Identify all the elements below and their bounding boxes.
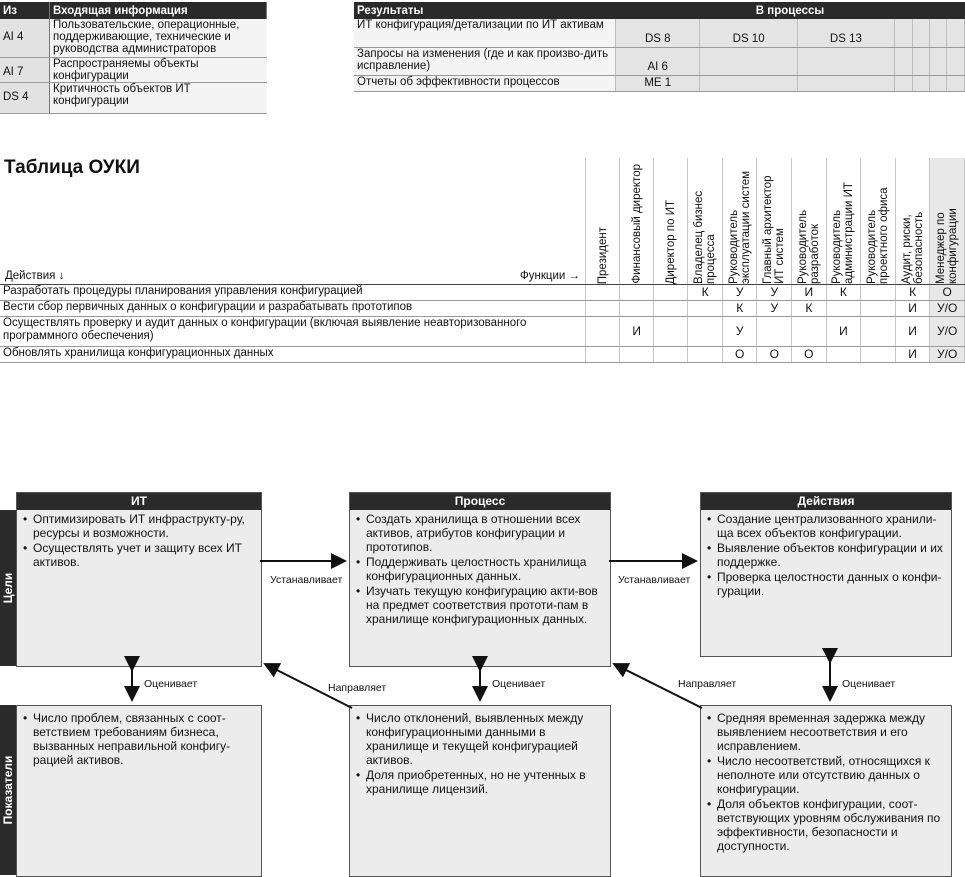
output-process-cell: ME 1 bbox=[616, 75, 700, 91]
input-from-cell: AI 4 bbox=[0, 19, 50, 58]
raci-mark: К bbox=[826, 285, 861, 301]
raci-role-label: Руководитель проектного офиса bbox=[866, 187, 890, 284]
raci-mark: И bbox=[895, 301, 930, 317]
input-from-cell: AI 7 bbox=[0, 58, 50, 83]
raci-mark: У/О bbox=[930, 317, 965, 347]
input-info-cell: Критичность объектов ИТ конфигурации bbox=[50, 83, 267, 114]
raci-mark: У bbox=[757, 285, 792, 301]
raci-role-label: Руководитель эксплуатации систем bbox=[727, 170, 752, 284]
raci-actions-label: Действия ↓ bbox=[5, 269, 65, 282]
label-evaluates-2: Оценивает bbox=[492, 678, 546, 690]
goal-box-header: Действия bbox=[701, 493, 951, 510]
list-item: • Поддерживать целостность хранилища конфигурационных данных. bbox=[366, 555, 604, 583]
label-sets-2: Устанавливает bbox=[618, 574, 691, 586]
raci-title: Таблица ОУКИ bbox=[4, 157, 140, 178]
raci-role-label: Менеджер по конфигурации bbox=[935, 208, 960, 284]
input-from-header: Из bbox=[0, 2, 50, 19]
output-results-header: Результаты bbox=[354, 2, 616, 19]
raci-mark: О bbox=[757, 347, 792, 363]
output-result-cell: Отчеты об эффективности процессов bbox=[354, 75, 616, 91]
raci-role-label: Президент bbox=[596, 226, 609, 284]
raci-role-label: Руководитель администрации ИТ bbox=[831, 182, 856, 284]
raci-mark: К bbox=[722, 301, 757, 317]
raci-role-label: Аудит, риски, безопасность bbox=[900, 211, 925, 284]
label-evaluates-1: Оценивает bbox=[144, 678, 198, 690]
raci-mark: К bbox=[688, 285, 723, 301]
list-item: • Число проблем, связанных с соот-ветствием требованиям бизнеса, вызванных неправильной конфигу-рацией активов. bbox=[33, 711, 255, 767]
raci-action: Осуществлять проверку и аудит данных о конфигурации (включая выявление неавторизованного программного обеспечения) bbox=[0, 317, 586, 347]
list-item: • Число несоответствий, относящихся к неполноте или отсутствию данных о конфигурации. bbox=[717, 754, 945, 796]
list-item: • Осуществлять учет и защиту всех ИТ активов. bbox=[33, 541, 255, 569]
output-process-cell: AI 6 bbox=[616, 47, 700, 75]
label-evaluates-3: Оценивает bbox=[842, 678, 896, 690]
list-item: • Доля объектов конфигурации, соот-ветствующих уровням обслуживания по эффективности, безопасности и доступности. bbox=[717, 797, 945, 853]
input-info-cell: Пользовательские, операционные, поддерживающие, технические и руководства администраторов bbox=[50, 19, 267, 58]
goals-sidebar-label: Цели bbox=[1, 572, 15, 604]
raci-role-label: Владелец бизнес процесса bbox=[693, 190, 718, 284]
raci-mark: И bbox=[826, 317, 861, 347]
raci-mark: О bbox=[792, 347, 827, 363]
list-item: • Число отклонений, выявленных между конфигурационными данными в хранилище и текущей конфигурацией активов. bbox=[366, 711, 604, 767]
raci-mark: О bbox=[722, 347, 757, 363]
raci-action: Обновлять хранилища конфигурационных данных bbox=[0, 347, 586, 363]
raci-role-label: Финансовый директор bbox=[630, 164, 643, 284]
list-item: • Создать хранилища в отношении всех активов, атрибутов конфигурации и прототипов. bbox=[366, 512, 604, 554]
raci-mark: К bbox=[792, 301, 827, 317]
list-item: • Доля приобретенных, но не учтенных в хранилище лицензий. bbox=[366, 768, 604, 796]
list-item: • Проверка целостности данных о конфи-гурации. bbox=[717, 570, 945, 598]
raci-mark: И bbox=[792, 285, 827, 301]
output-result-cell: ИТ конфигурация/детализации по ИТ активам bbox=[354, 19, 616, 47]
raci-mark: У bbox=[722, 285, 757, 301]
raci-role-label: Руководитель разработок bbox=[796, 209, 821, 284]
output-processes-header: В процессы bbox=[616, 2, 965, 19]
output-process-cell: DS 8 bbox=[616, 19, 700, 47]
metrics-sidebar-label: Показатели bbox=[1, 755, 15, 825]
goal-box-header: Процесс bbox=[350, 493, 610, 510]
input-info-header: Входящая информация bbox=[50, 2, 267, 19]
raci-mark: И bbox=[620, 317, 654, 347]
raci-functions-label: Функции → bbox=[520, 269, 581, 282]
label-directs-2: Направляет bbox=[678, 678, 737, 690]
list-item: • Изучать текущую конфигурацию акти-вов на предмет соответствия прототи-пам в хранилище конфигурационных данных. bbox=[366, 584, 604, 626]
raci-mark: У bbox=[757, 301, 792, 317]
input-info-cell: Распространяемы объекты конфигурации bbox=[50, 58, 267, 83]
raci-mark: К bbox=[895, 285, 930, 301]
raci-role-label: Главный архитектор ИТ систем bbox=[762, 175, 787, 284]
raci-action: Вести сбор первичных данных о конфигурации и разрабатывать прототипов bbox=[0, 301, 586, 317]
list-item: • Выявление объектов конфигурации и их поддержке. bbox=[717, 541, 945, 569]
raci-mark: О bbox=[930, 285, 965, 301]
raci-mark: И bbox=[895, 347, 930, 363]
output-process-cell: DS 10 bbox=[700, 19, 797, 47]
list-item: • Оптимизировать ИТ инфраструкту-ру, ресурсы и возможности. bbox=[33, 512, 255, 540]
raci-action: Разработать процедуры планирования управления конфигурацией bbox=[0, 285, 586, 301]
raci-mark: У/О bbox=[930, 301, 965, 317]
label-directs-1: Направляет bbox=[328, 682, 387, 694]
output-process-cell: DS 13 bbox=[797, 19, 894, 47]
raci-role-label: Директор по ИТ bbox=[664, 199, 677, 284]
list-item: • Средняя временная задержка между выявлением несоответствия и его исправлением. bbox=[717, 711, 945, 753]
raci-mark: У bbox=[722, 317, 757, 347]
output-result-cell: Запросы на изменения (где и как произво-дить исправление) bbox=[354, 47, 616, 75]
raci-mark: И bbox=[895, 317, 930, 347]
input-from-cell: DS 4 bbox=[0, 83, 50, 114]
goal-box-header: ИТ bbox=[17, 493, 261, 510]
raci-mark: У/О bbox=[930, 347, 965, 363]
label-sets-1: Устанавливает bbox=[270, 574, 343, 586]
list-item: • Создание централизованного хранили-ща всех объектов конфигурации. bbox=[717, 512, 945, 540]
